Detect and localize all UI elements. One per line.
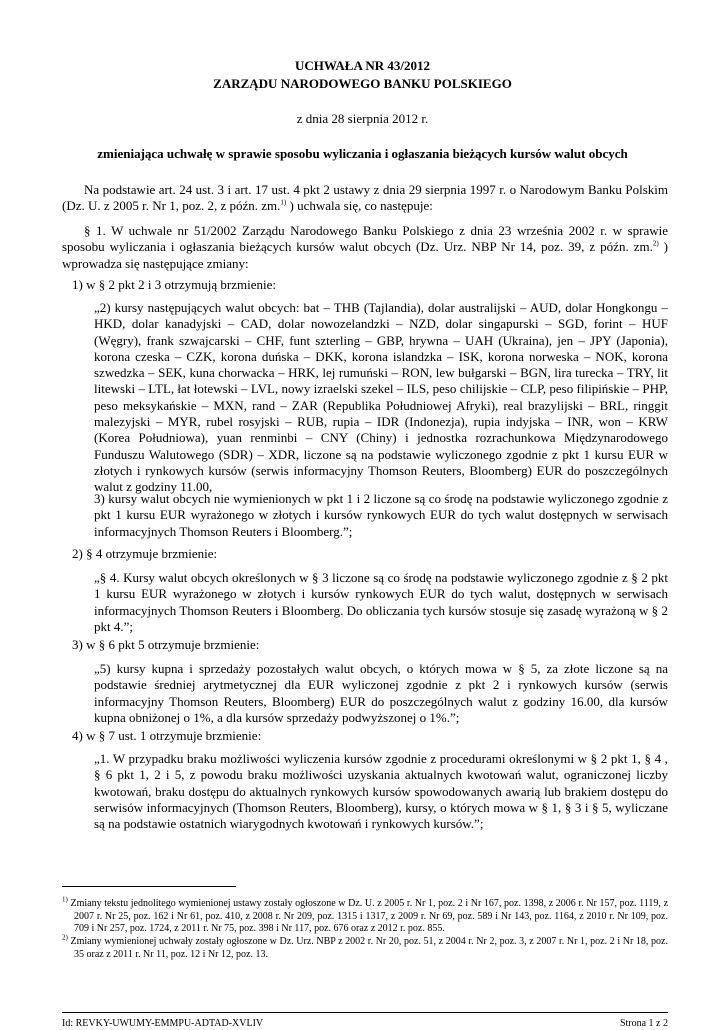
page-number: Strona 1 z 2 <box>619 1018 668 1029</box>
paragraph-1: § 1. W uchwale nr 51/2002 Zarządu Narodowego Banku Polskiego z dnia 23 września 2002 r. w sprawie sposobu wyliczania i ogłaszania bieżących kursów walut obcych (Dz. Urz. NBP Nr 14, poz. 39, z późn. zm.$^{2)}$ ) wprowadza się następujące zmiany: <box>62 223 669 271</box>
footer-divider <box>62 1012 668 1013</box>
footnote-ref-2: 2) <box>652 239 659 248</box>
item-1-quote-point-2: „2) kursy następujących walut obcych: bat – THB (Tajlandia), dolar australijski – AUD, dolar Hongkongu – HKD, dolar kanadyjski – CAD, dolar nowozelandzki – NZD, dolar singapurski – SGD, forint – HUF (Węgry), frank szwajcarski – CHF, funt szterling – GBP, hrywna – UAH (Ukraina), jen – JPY (Japonia), korona czeska – CZK, korona duńska – DKK, korona islandzka – ISK, korona norweska – NOK, korona szwedzka – SEK, kuna chorwacka – HRK, lej rumuński – RON, lew bułgarski – BGN, lira turecka – TRY, lit litewski – LTL, łat łotewski – LVL, nowy izraelski szekel – ILS, peso chilijskie – CLP, peso filipińskie – PHP, peso meksykańskie – MXN, rand – ZAR (Republika Południowej Afryki), real brazylijski – BRL, ringgit malezyjski – MYR, rubel rosyjski – RUB, rupia – IDR (Indonezja), rupia indyjska – INR, won – KRW (Korea Południowa), yuan renminbi – CNY (Chiny) i jednostka rozrachunkowa Międzynarodowego Funduszu Walutowego (SDR) – XDR, liczone są na podstawie wyliczonego zgodnie z pkt 1 kursu EUR w złotych i rynkowych kursów (serwis informacyjny Thomson Reuters, Bloomberg) EUR do poszczególnych walut z godziny 11.00, <box>94 300 668 495</box>
item-3-quote: „5) kursy kupna i sprzedaży pozostałych walut obcych, o których mowa w § 5, za złote liczone są na podstawie średniej arytmetycznej dla EUR wyliczonej zgodnie z pkt 2 i rynkowych kursów (serwis informacyjny Thomson Reuters, Bloomberg) EUR do poszczególnych walut z godziny 16.00, dla kursów kupna obniżonej o 1%, a dla kursów sprzedaży podwyższonej o 1%.”; <box>94 661 668 725</box>
footnote-ref-1: 1) <box>280 198 287 207</box>
document-id: Id: REVKY-UWUMY-EMMPU-ADTAD-XVLIV <box>62 1018 264 1029</box>
item-3-heading: 3) w § 6 pkt 5 otrzymuje brzmienie: <box>72 637 260 652</box>
item-4-quote: „1. W przypadku braku możliwości wyliczenia kursów zgodnie z procedurami określonymi w § 2 pkt 1, § 4 , § 6 pkt 1, 2 i 5, z powodu braku możliwości uzyskania aktualnych kwotowań walut, ograniczonej liczby kwotowań, braku dostępu do aktualnych rynkowych kursów spowodowanych awarią lub brakiem dostępu do serwisów informacyjnych (Thomson Reuters, Bloomberg), kursy, o których mowa w § 1, § 3 i § 5, wyliczane są na podstawie ostatnich wiarygodnych kwotowań i rynkowych kursów.”; <box>94 751 668 832</box>
footnote-1: $^{1)}$ Zmiany tekstu jednolitego wymienionej ustawy zostały ogłoszone w Dz. U. z 2005 r. Nr 1, poz. 2 i Nr 167, poz. 1398, z 2006 r. Nr 157, poz. 1119, z 2007 r. Nr 25, poz. 162 i Nr 61, poz. 410, z 2008 r. Nr 209, poz. 1315 i 1317, z 2009 r. Nr 69, poz. 589 i Nr 143, poz. 1164, z 2010 r. Nr 109, poz. 709 i Nr 257, poz. 1724, z 2011 r. Nr 75, poz. 398 i Nr 117, poz. 676 oraz z 2012 r. poz. 855. <box>62 895 669 935</box>
footnote-separator <box>62 886 236 887</box>
preamble: Na podstawie art. 24 ust. 3 i art. 17 ust. 4 pkt 2 ustawy z dnia 29 sierpnia 1997 r. o Narodowym Banku Polskim (Dz. U. z 2005 r. Nr 1, poz. 2, z późn. zm.$^{1)}$ ) uchwala się, co następuje: <box>62 182 668 214</box>
item-1-heading: 1) w § 2 pkt 2 i 3 otrzymują brzmienie: <box>72 277 276 292</box>
resolution-date: z dnia 28 sierpnia 2012 r. <box>296 111 429 126</box>
resolution-subject: zmieniająca uchwałę w sprawie sposobu wyliczania i ogłaszania bieżących kursów walut obcych <box>97 146 628 161</box>
footnote-2: $^{2)}$ Zmiany wymienionej uchwały zostały ogłoszone w Dz. Urz. NBP z 2002 r. Nr 20, poz. 51, z 2004 r. Nr 2, poz. 3, z 2007 r. Nr 1, poz. 2 i Nr 18, poz. 35 oraz z 2011 r. Nr 11, poz. 12 i Nr 12, poz. 13. <box>62 933 668 960</box>
issuer-name: ZARZĄDU NARODOWEGO BANKU POLSKIEGO <box>213 76 512 91</box>
resolution-number: UCHWAŁA NR 43/2012 <box>294 58 431 73</box>
item-2-heading: 2) § 4 otrzymuje brzmienie: <box>72 546 218 561</box>
item-4-heading: 4) w § 7 ust. 1 otrzymuje brzmienie: <box>72 728 262 743</box>
item-2-quote: „§ 4. Kursy walut obcych określonych w § 3 liczone są co środę na podstawie wyliczonego zgodnie z § 2 pkt 1 kursu EUR wyrażonego w złotych i kursów rynkowych EUR do tych walut, dostępnych w serwisach informacyjnych Thomson Reuters i Bloomberg. Do obliczania tych kursów stosuje się zasadę wyrażoną w § 2 pkt 4.”; <box>94 570 668 634</box>
item-1-quote-point-3: 3) kursy walut obcych nie wymienionych w pkt 1 i 2 liczone są co środę na podstawie wyliczonego zgodnie z pkt 1 kursu EUR wyrażonego w złotych i kursów rynkowych EUR do tych walut dostępnych w serwisach informacyjnych Thomson Reuters i Bloomberg.”; <box>94 491 668 539</box>
